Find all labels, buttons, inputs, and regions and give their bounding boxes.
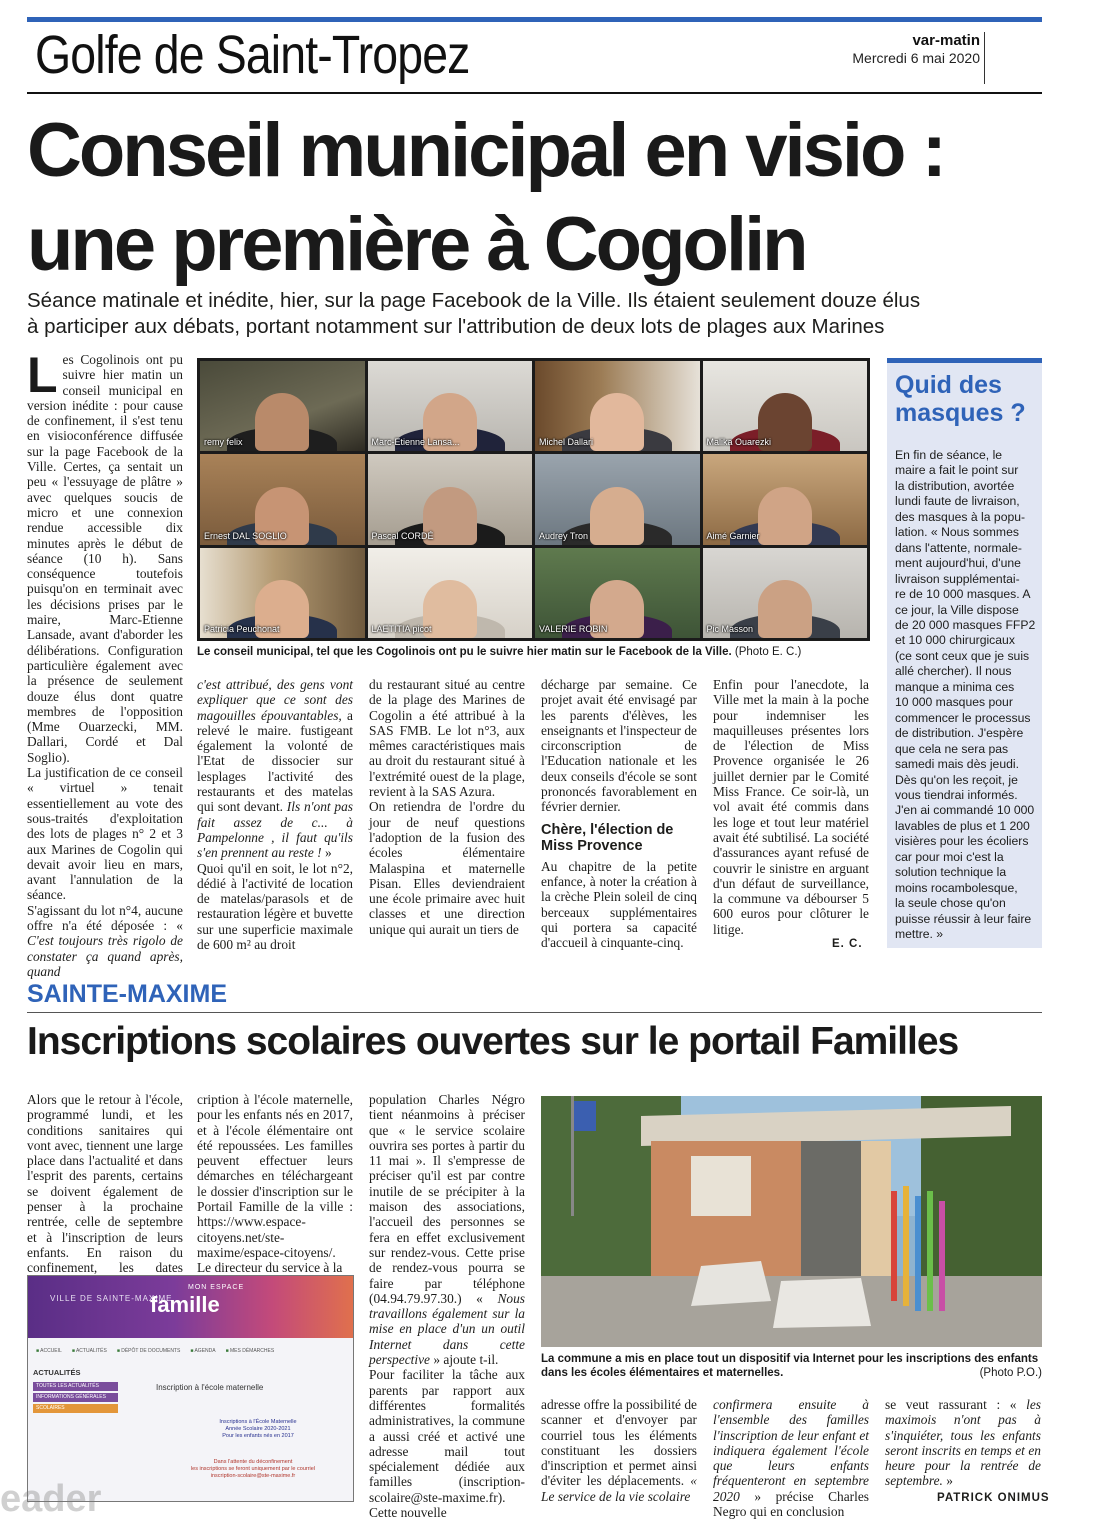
header-rule: [27, 92, 1042, 94]
article2-col2-paragraph-2: Le directeur du service à la: [197, 1260, 343, 1276]
column2-quote-2: Ils n'ont pas fait assez de c... à Pampelonne , il faut qu'ils s'en prennent au reste !: [197, 799, 353, 861]
article2-column-1: [27, 1092, 183, 1291]
article2-column-2: [197, 1092, 353, 1276]
article1-column-5: [713, 677, 869, 937]
portal-nav-item: ■ ACTUALITÉS: [72, 1348, 107, 1354]
sidebar-line: lavables de plus et 1 200: [895, 818, 1030, 833]
sidebar-line: allé chercher). Il nous: [895, 664, 1012, 679]
photo-credit: (Photo P.O.): [979, 1367, 1042, 1379]
school-entrance-photo: [541, 1096, 1042, 1347]
participant-tile: [368, 548, 533, 638]
participant-tile: [703, 548, 868, 638]
video-conference-photo: [197, 358, 870, 641]
sidebar-line: (ce sont ceux que je suis: [895, 648, 1030, 663]
masthead-divider: [984, 32, 985, 84]
portal-info-line: Inscriptions à l'École Maternelle: [219, 1419, 297, 1425]
portal-notice-line: inscription-scolaire@ste-maxime.fr: [210, 1473, 296, 1479]
sidebar-line: commencer le processus: [895, 710, 1031, 725]
participant-tile: [200, 548, 365, 638]
caption-text: Le conseil municipal, tel que les Cogolinois ont pu le suivre hier matin sur le Facebook de la Ville.: [197, 646, 732, 658]
participant-name: VALERIE ROBIN: [539, 624, 608, 634]
sidebar-masks: [887, 358, 1042, 948]
sidebar-line: que cela ne sera pas: [895, 741, 1009, 756]
portal-famille-logo: famille: [150, 1292, 220, 1317]
portal-side-item: SCOLAIRES: [33, 1404, 118, 1413]
article2-column-5: [713, 1397, 869, 1519]
column3-text: du restaurant situé au centre de la plage des Marines de Cogolin a été attribué à la SAS FMB. Le lot n°3, aux mêmes caractéristiques mais au droit du restaurant situé à l'extrémité ouest de la plage, revient à la SAS Azura.: [369, 677, 525, 800]
sidebar-line: mettre. »: [895, 927, 944, 942]
participant-tile: [368, 454, 533, 544]
main-headline: [27, 104, 1057, 292]
article2-col3-quote: Nous travaillons également sur la mise en place d'un un outil Internet dans cette perspective: [369, 1290, 525, 1368]
column2-paragraph-2: Quoi qu'il en soit, le lot n°2, dédié à l'activité de location de matelas/parasols et de restauration légère et buvette sur une superficie maximale de 600 m² au droit: [197, 860, 353, 953]
sidebar-line: la seule chose qu'on: [895, 896, 1006, 911]
quote-close: »: [321, 845, 332, 861]
column1-paragraph-2: La justification de ce conseil « virtuel » tenait essentiellement au vote des sous-traités d'exploitation des lots de plages n° 2 et 3 aux Marines de Cogolin qui devait avoir lieu en mars, avant l'annulation de la séance.: [27, 765, 183, 903]
region-title: Golfe de Saint-Tropez: [35, 25, 470, 85]
sidebar-line: Dès qu'on les reçoit, je: [895, 772, 1018, 787]
participant-tile: [200, 361, 365, 451]
participant-name: Aimé Garnier: [706, 530, 760, 541]
sidebar-line: ce jour, la Ville dispose: [895, 602, 1019, 617]
sidebar-line: En fin de séance, le: [895, 448, 1003, 462]
headline-line-1: Conseil municipal en visio :: [27, 108, 944, 193]
article2-col4-text: adresse offre la possibilité de scanner et d'envoyer par courriel tous les éléments constituant les dossiers d'inscription et permet ainsi d'éviter les déplacements.: [541, 1397, 697, 1489]
column3-paragraph-2: On retiendra de l'ordre du jour de neuf questions l'adoption de la fusion des écoles élémentaire Malaspina et maternelle Pisan. Elles deviendraient une école primaire avec huit classes et une direction unique qui aurait un tiers de: [369, 799, 525, 937]
section-rule: [27, 1012, 1042, 1013]
article-lead: [27, 288, 1047, 340]
article1-column-2: [197, 677, 353, 952]
sidebar-line: ment aujourd'hui, d'une: [895, 556, 1021, 571]
sidebar-line: moins rocambolesque,: [895, 880, 1018, 895]
article2-col2-text: cription à l'école maternelle, pour les enfants nés en 2017, et à l'école élémentaire ont été repoussées. Les familles peuvent effectuer leurs démarches en téléchargeant le dossier d'inscription sur le Portail Famille de la ville : https://www.espace-citoyens.net/ste-maxime/espace-citoyens/.: [197, 1092, 353, 1260]
sidebar-line: la distribution, avortée: [895, 478, 1015, 493]
participant-tile: [200, 454, 365, 544]
portal-nav: [28, 1344, 353, 1358]
sidebar-line: 10 000 masques pour: [895, 695, 1013, 710]
sidebar-line: de distribution. J'espère: [895, 726, 1024, 741]
column4-paragraph-2: Au chapitre de la petite enfance, à noter la création à la crèche Plein soleil de cinq berceaux supplémentaires qui portera sa capacité d'accueil à cinquante-cinq.: [541, 858, 697, 951]
masthead-box: [852, 32, 980, 66]
quote-close: » ajoute t-il.: [429, 1352, 499, 1368]
participant-name: Michel Dallari: [539, 437, 594, 448]
article2-col5-text: » précise Charles Negro qui en conclusion: [713, 1488, 869, 1520]
article1-column-4: [541, 677, 697, 950]
column5-text: Enfin pour l'anecdote, la Ville met la main à la poche pour indemniser les maquilleuses présentes lors de l'élection de Miss Provence organisée le 26 juillet dernier par le Comité Miss France. Ce soir-là, un vol avait été commis dans les loge et tout leur matériel avait été subtilisé. La société d'assurances ayant refusé de couvrir le sinistre en arguant d'un défaut de surveillance, la commune va débourser 5 600 euros pour clôturer le litige.: [713, 677, 869, 937]
sidebar-line: de 20 000 masques FFP2: [895, 617, 1036, 632]
participant-name: remy felix: [204, 437, 243, 448]
portal-nav-item: ■ MES DÉMARCHES: [226, 1348, 275, 1354]
participant-name: Ernest DAL SOGLIO: [204, 530, 287, 541]
article1-signature: E. C.: [832, 938, 863, 950]
participant-tile: [535, 454, 700, 544]
top-blue-rule: [27, 17, 1042, 22]
sidebar-line: et 10 000 chirurgicaux: [895, 633, 1015, 648]
article2-column-6: [885, 1397, 1041, 1489]
column1-paragraph-3: S'agissant du lot n°4, aucune offre n'a été déposée : «: [27, 902, 183, 933]
sidebar-line: des masques à la popu-: [895, 509, 1026, 524]
sidebar-line: dans l'attente, normale-: [895, 540, 1022, 555]
school-entrance-illustration: [541, 1096, 1042, 1347]
sidebar-title: [895, 371, 1026, 427]
participant-name: Pascal CORDÉ: [371, 530, 434, 541]
portal-side-item: INFORMATIONS GÉNÉRALES: [33, 1393, 118, 1402]
lead-line-2: à participer aux débats, portant notamment sur l'attribution de deux lots de plages aux Marines: [27, 315, 885, 338]
participant-name: Pic Masson: [706, 624, 754, 634]
participant-tile: [368, 361, 533, 451]
portal-nav-item: ■ ACCUEIL: [36, 1348, 62, 1354]
portal-info-line: Année Scolaire 2020-2021: [225, 1426, 291, 1432]
publication-date: Mercredi 6 mai 2020: [852, 50, 980, 66]
article2-headline: Inscriptions scolaires ouvertes sur le portail Familles: [27, 1020, 959, 1063]
participant-tile: [535, 548, 700, 638]
sidebar-line: vous tiendrai informés.: [895, 787, 1018, 802]
sidebar-line: J'en ai commandé 10 000: [895, 803, 1035, 818]
sidebar-line: lundi faute de livraison,: [895, 494, 1020, 509]
portal-nav-item: ■ AGENDA: [190, 1348, 215, 1354]
participant-name: Audrey Tron: [539, 530, 589, 541]
intertitle-miss-provence: Chère, l'élection de Miss Provence: [541, 821, 674, 854]
sidebar-line: samedi mais dès jeudi.: [895, 757, 1019, 772]
column2-text: a relevé le maire. fustigeant également la volonté de l'Etat de dissocier sur lesplages l'activité des restaurants et des matelas qui sont devant.: [197, 707, 354, 815]
portal-nav-item: ■ DÉPÔT DE DOCUMENTS: [117, 1348, 181, 1354]
article2-col1-text: Alors que le retour à l'école, programmé lundi, et les conditions sanitaires qui vont avec, tiennent une large place dans l'actualité et dans l'esprit des parents, certains se doivent également de penser à la prochaine rentrée, celle de septembre et à l'inscription de leurs enfants. En raison du confinement, les dates: [27, 1092, 183, 1276]
article2-col6-text: se veut rassurant : «: [885, 1397, 1027, 1412]
portal-main-title: Inscription à l'école maternelle: [156, 1383, 264, 1392]
quote-close: »: [942, 1473, 953, 1489]
paper-name: var-matin: [912, 32, 980, 49]
photo-caption-2: [541, 1352, 1042, 1380]
sidebar-line: maire a fait le point sur: [895, 463, 1019, 478]
column4-text: décharge par semaine. Ce projet avait été envisagé par les parents d'élèves, les enseignants et l'inspecteur de circonscription de l'Education nationale et les deux conseils d'école se sont prononcés favorablement en février dernier.: [541, 677, 697, 815]
lead-line-1: Séance matinale et inédite, hier, sur la page Facebook de la Ville. Ils étaient seulement douze élus: [27, 289, 921, 312]
portal-notice-line: les inscriptions se feront uniquement par le courriel: [190, 1466, 316, 1472]
portal-notice-line: Dans l'attente du déconfinement: [213, 1459, 293, 1465]
column1-text: es Cogolinois ont pu suivre hier matin un conseil municipal en version inédite : pour cause de confinement, il s'est tenu en visioconférence diffusée sur la page Facebook de la Ville. Certes, ça sentait un peu « l'essuyage de plâtre » avec quelques soucis de micro et une connexion rendue accessible dix minutes après le début de séance (10 h). Sans conséquence toutefois puisqu'on en terminait avec les décisions prises par le maire, Marc-Etienne Lansade, avant d'aborder les délibérations. Configuration particulière également avec la présence de seulement douze élus dont quatre membres de l'opposition (Mme Ouarzecki, MM. Dallari, Cordé et Dal Soglio).: [27, 352, 183, 765]
sidebar-line: visières pour les écoliers: [895, 834, 1029, 849]
drop-cap: L: [27, 347, 58, 403]
photo-credit: (Photo E. C.): [734, 646, 802, 658]
participant-name: Malika Ouarezki: [706, 437, 772, 448]
article1-column-1: [27, 347, 183, 979]
article2-signature: PATRICK ONIMUS: [937, 1492, 1050, 1504]
article2-col3-text: population Charles Négro tient néanmoins à préciser que « le service scolaire ouvrira ses portes à partir du 11 mai ». Il s'empresse de préciser qu'il est par contre inutile de se précipiter à la maison des associations, l'accueil des personnes se fera en effet exclusivement sur rendez-vous. Cette prise de rendez-vous pourra se faire par téléphone (04.94.79.97.30.) «: [369, 1092, 525, 1306]
portal-notice: [148, 1459, 354, 1480]
participant-tile: [703, 361, 868, 451]
reader-watermark: eader: [0, 1478, 102, 1520]
participant-name: Marc-Etienne Lansa...: [371, 437, 460, 448]
column1-quote: C'est toujours très rigolo de constater ça quand après, quand: [27, 933, 183, 979]
portal-info: [198, 1419, 318, 1440]
portal-info-line: Pour les enfants nés en 2017: [222, 1433, 294, 1439]
section-label: SAINTE-MAXIME: [27, 980, 227, 1008]
participant-tile: [535, 361, 700, 451]
sidebar-line: solution technique la: [895, 865, 1007, 880]
photo-caption-1: [197, 645, 877, 659]
participant-name: LAETITIA picot: [371, 624, 432, 634]
participant-name: Patricia Peuchonat: [204, 624, 280, 634]
sidebar-line: car pour moi c'est la: [895, 849, 1004, 864]
portal-mon-espace: MON ESPACE: [188, 1284, 245, 1291]
sidebar-line: livraison supplémentai-: [895, 571, 1020, 586]
portal-brand: VILLE DE SAINTE-MAXIME: [50, 1294, 173, 1303]
article2-column-4: [541, 1397, 697, 1504]
article2-column-3: [369, 1092, 525, 1520]
sidebar-line: lation. « Nous sommes: [895, 525, 1019, 540]
sidebar-title-line-2: masques ?: [895, 399, 1026, 427]
article1-column-3: [369, 677, 525, 937]
sidebar-line: manque a minima ces: [895, 679, 1015, 694]
sidebar-line: puisse réussir à leur faire: [895, 911, 1032, 926]
article2-col4-quote: « Le service de la vie scolaire: [541, 1473, 697, 1504]
article2-col5-quote: confirmera ensuite à l'ensemble des familles l'inscription de leur enfant et indiquera également l'école que leurs enfants fréquenteront en septembre 2020: [713, 1397, 869, 1504]
sidebar-line: re de 10 000 masques. A: [895, 587, 1031, 602]
portal-side-heading: ACTUALITÉS: [33, 1368, 81, 1377]
caption-text: La commune a mis en place tout un dispositif via Internet pour les inscriptions des enfants dans les écoles élémentaires et maternelles.: [541, 1353, 1039, 1379]
portal-screenshot: [27, 1275, 354, 1502]
column2-quote: c'est attribué, des gens vont expliquer que ce sont des magouilles épouvantables,: [197, 677, 353, 723]
participant-tile: [703, 454, 868, 544]
sidebar-text: [895, 448, 1038, 943]
sidebar-title-line-1: Quid des: [895, 371, 1002, 399]
article2-col6-quote: les maximois n'ont pas à s'inquiéter, tous les enfants seront inscrits en temps et en heure pour la rentrée de septembre.: [885, 1397, 1041, 1489]
article2-col3-paragraph-2: Pour faciliter la tâche aux parents par rapport aux différentes formalités administratives, la commune a aussi créé et activé une adresse mail tout spécialement dédiée aux familles (inscription-scolaire@ste-maxime.fr). Cette nouvelle: [369, 1367, 525, 1521]
portal-side-item: TOUTES LES ACTUALITÉS: [33, 1382, 118, 1391]
headline-line-2: une première à Cogolin: [27, 202, 806, 287]
